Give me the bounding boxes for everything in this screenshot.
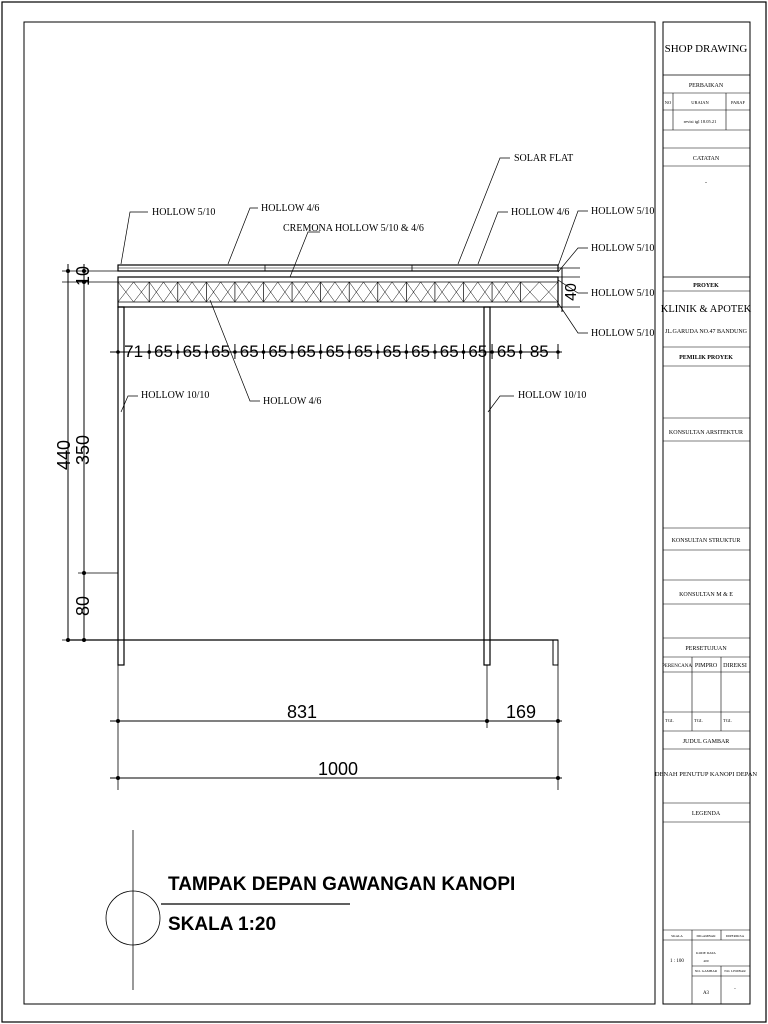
revision-entry: revisi tgl 18.05.21: [683, 119, 717, 124]
label-hollow-5-10-r4: HOLLOW 5/10: [591, 328, 655, 339]
dim-80: 80: [73, 595, 93, 617]
dim-top-label: 65: [239, 342, 259, 361]
catatan-mark: -: [705, 180, 707, 186]
title-block: [655, 43, 758, 1004]
skala-label: SKALA: [671, 934, 683, 938]
dim-831: 831: [286, 702, 318, 722]
judul-value: DENAH PENUTUP KANOPI DEPAN: [654, 771, 758, 778]
drawing-title-text: TAMPAK DEPAN GAWANGAN KANOPI: [168, 874, 516, 895]
dim-dot: [405, 350, 409, 354]
dim-169: 169: [505, 702, 537, 722]
digambar-label: DIGAMBAR: [696, 934, 716, 938]
label-hollow-5-10-r2: HOLLOW 5/10: [591, 243, 655, 254]
dim-top-label: 71: [124, 342, 144, 361]
right-dimension: [558, 268, 580, 312]
dim-top-label: 65: [154, 342, 173, 361]
dim-dot: [490, 350, 494, 354]
skala-value: 1 : 100: [670, 959, 684, 964]
dim-10: 10: [73, 265, 93, 286]
dim-dot: [176, 350, 180, 354]
dim-dot: [433, 350, 437, 354]
label-hollow-5-10-left: HOLLOW 5/10: [152, 207, 216, 218]
dim-top-label: 65: [211, 342, 231, 361]
col-no-label: NO: [664, 100, 672, 105]
dim-dot: [205, 350, 209, 354]
direksi-label: DIREKSI: [723, 663, 747, 669]
label-hollow-4-6-top: HOLLOW 4/6: [261, 203, 320, 214]
perencana-label: PERENCANA: [661, 664, 693, 669]
diperiksa-label: DIPERIKSA: [725, 934, 745, 938]
tgl-2: TGL: [694, 718, 703, 723]
truss-diagonals: [118, 282, 558, 302]
dim-dot: [319, 350, 323, 354]
dim-dot: [556, 350, 560, 354]
component-labels: [141, 153, 654, 407]
proyek-label: PROYEK: [693, 283, 719, 289]
catatan-label: CATATAN: [692, 156, 720, 162]
dim-top-label: 65: [439, 342, 459, 361]
kode-data-label: KODE DATA: [696, 951, 716, 955]
tgl-3: TGL: [723, 718, 732, 723]
perbaikan-label: PERBAIKAN: [688, 83, 724, 89]
label-hollow-5-10-r3: HOLLOW 5/10: [591, 288, 655, 299]
label-hollow-4-6-mid: HOLLOW 4/6: [263, 396, 322, 407]
bottom-dimensions: [110, 665, 562, 790]
pimpro-label: PIMPRO: [694, 663, 718, 669]
dim-dot: [376, 350, 380, 354]
dim-top-label: 65: [268, 342, 288, 361]
dim-top-label: 65: [468, 342, 488, 361]
judul-gambar-label: JUDUL GAMBAR: [682, 739, 730, 745]
no-gambar-label: NO. GAMBAR: [694, 969, 718, 973]
label-solar-flat: SOLAR FLAT: [514, 153, 574, 164]
sheet-border: [2, 2, 766, 1022]
leader-lines: [121, 158, 588, 412]
dim-top-label: 85: [529, 342, 549, 361]
label-hollow-5-10-r1: HOLLOW 5/10: [591, 206, 655, 217]
dim-top-label: 65: [496, 342, 516, 361]
project-name: KLINIK & APOTEK: [660, 304, 752, 315]
dim-dot: [147, 350, 151, 354]
top-dimension-row: [110, 342, 562, 361]
dim-top-label: 65: [296, 342, 316, 361]
kode-data-value: 400: [703, 959, 709, 963]
label-cremona: CREMONA HOLLOW 5/10 & 4/6: [283, 223, 424, 234]
dim-440: 440: [54, 439, 74, 471]
label-hollow-4-6-right: HOLLOW 4/6: [511, 207, 570, 218]
project-address: JL.GARUDA NO.47 BANDUNG: [664, 329, 748, 335]
label-hollow-10-10-left: HOLLOW 10/10: [141, 390, 210, 401]
drawing-frame: [24, 22, 655, 1004]
persetujuan-label: PERSETUJUAN: [685, 646, 727, 652]
legenda-label: LEGENDA: [691, 811, 721, 817]
konsultan-me-label: KONSULTAN M & E: [679, 592, 733, 598]
shop-drawing-label: SHOP DRAWING: [664, 43, 748, 55]
konsultan-arsitektur-label: KONSULTAN ARSITEKTUR: [668, 430, 744, 436]
label-hollow-10-10-right: HOLLOW 10/10: [518, 390, 587, 401]
sheet-mark: -: [734, 987, 736, 992]
dim-dot: [233, 350, 237, 354]
left-dimensions: [54, 264, 118, 642]
dim-top-label: 65: [411, 342, 431, 361]
konsultan-struktur-label: KONSULTAN STRUKTUR: [671, 538, 741, 544]
drawing-scale-text: SKALA 1:20: [168, 914, 277, 935]
titleblock-frame: [660, 22, 752, 1004]
dim-dot: [262, 350, 266, 354]
dim-dot: [290, 350, 294, 354]
col-uraian-label: URAIAN: [691, 100, 709, 105]
dim-1000: 1000: [317, 759, 359, 779]
drawing-title: [106, 830, 515, 990]
dim-dot: [519, 350, 523, 354]
dim-dot: [347, 350, 351, 354]
pemilik-label: PEMILIK PROYEK: [679, 355, 733, 361]
canopy-elevation: [66, 265, 558, 665]
dim-top-label: 65: [325, 342, 345, 361]
left-column: [118, 307, 124, 665]
dim-dot: [116, 350, 120, 354]
dim-350: 350: [73, 434, 93, 466]
tgl-1: TGL: [665, 718, 674, 723]
dim-40: 40: [563, 283, 580, 301]
dim-top-label: 65: [354, 342, 373, 361]
col-paraf-label: PARAF: [730, 100, 746, 105]
dim-top-label: 65: [182, 342, 202, 361]
paper-size: A3: [702, 991, 710, 996]
no-lembar-label: NO. LEMBAR: [724, 969, 746, 973]
dim-dot: [462, 350, 466, 354]
dim-top-label: 65: [382, 342, 402, 361]
